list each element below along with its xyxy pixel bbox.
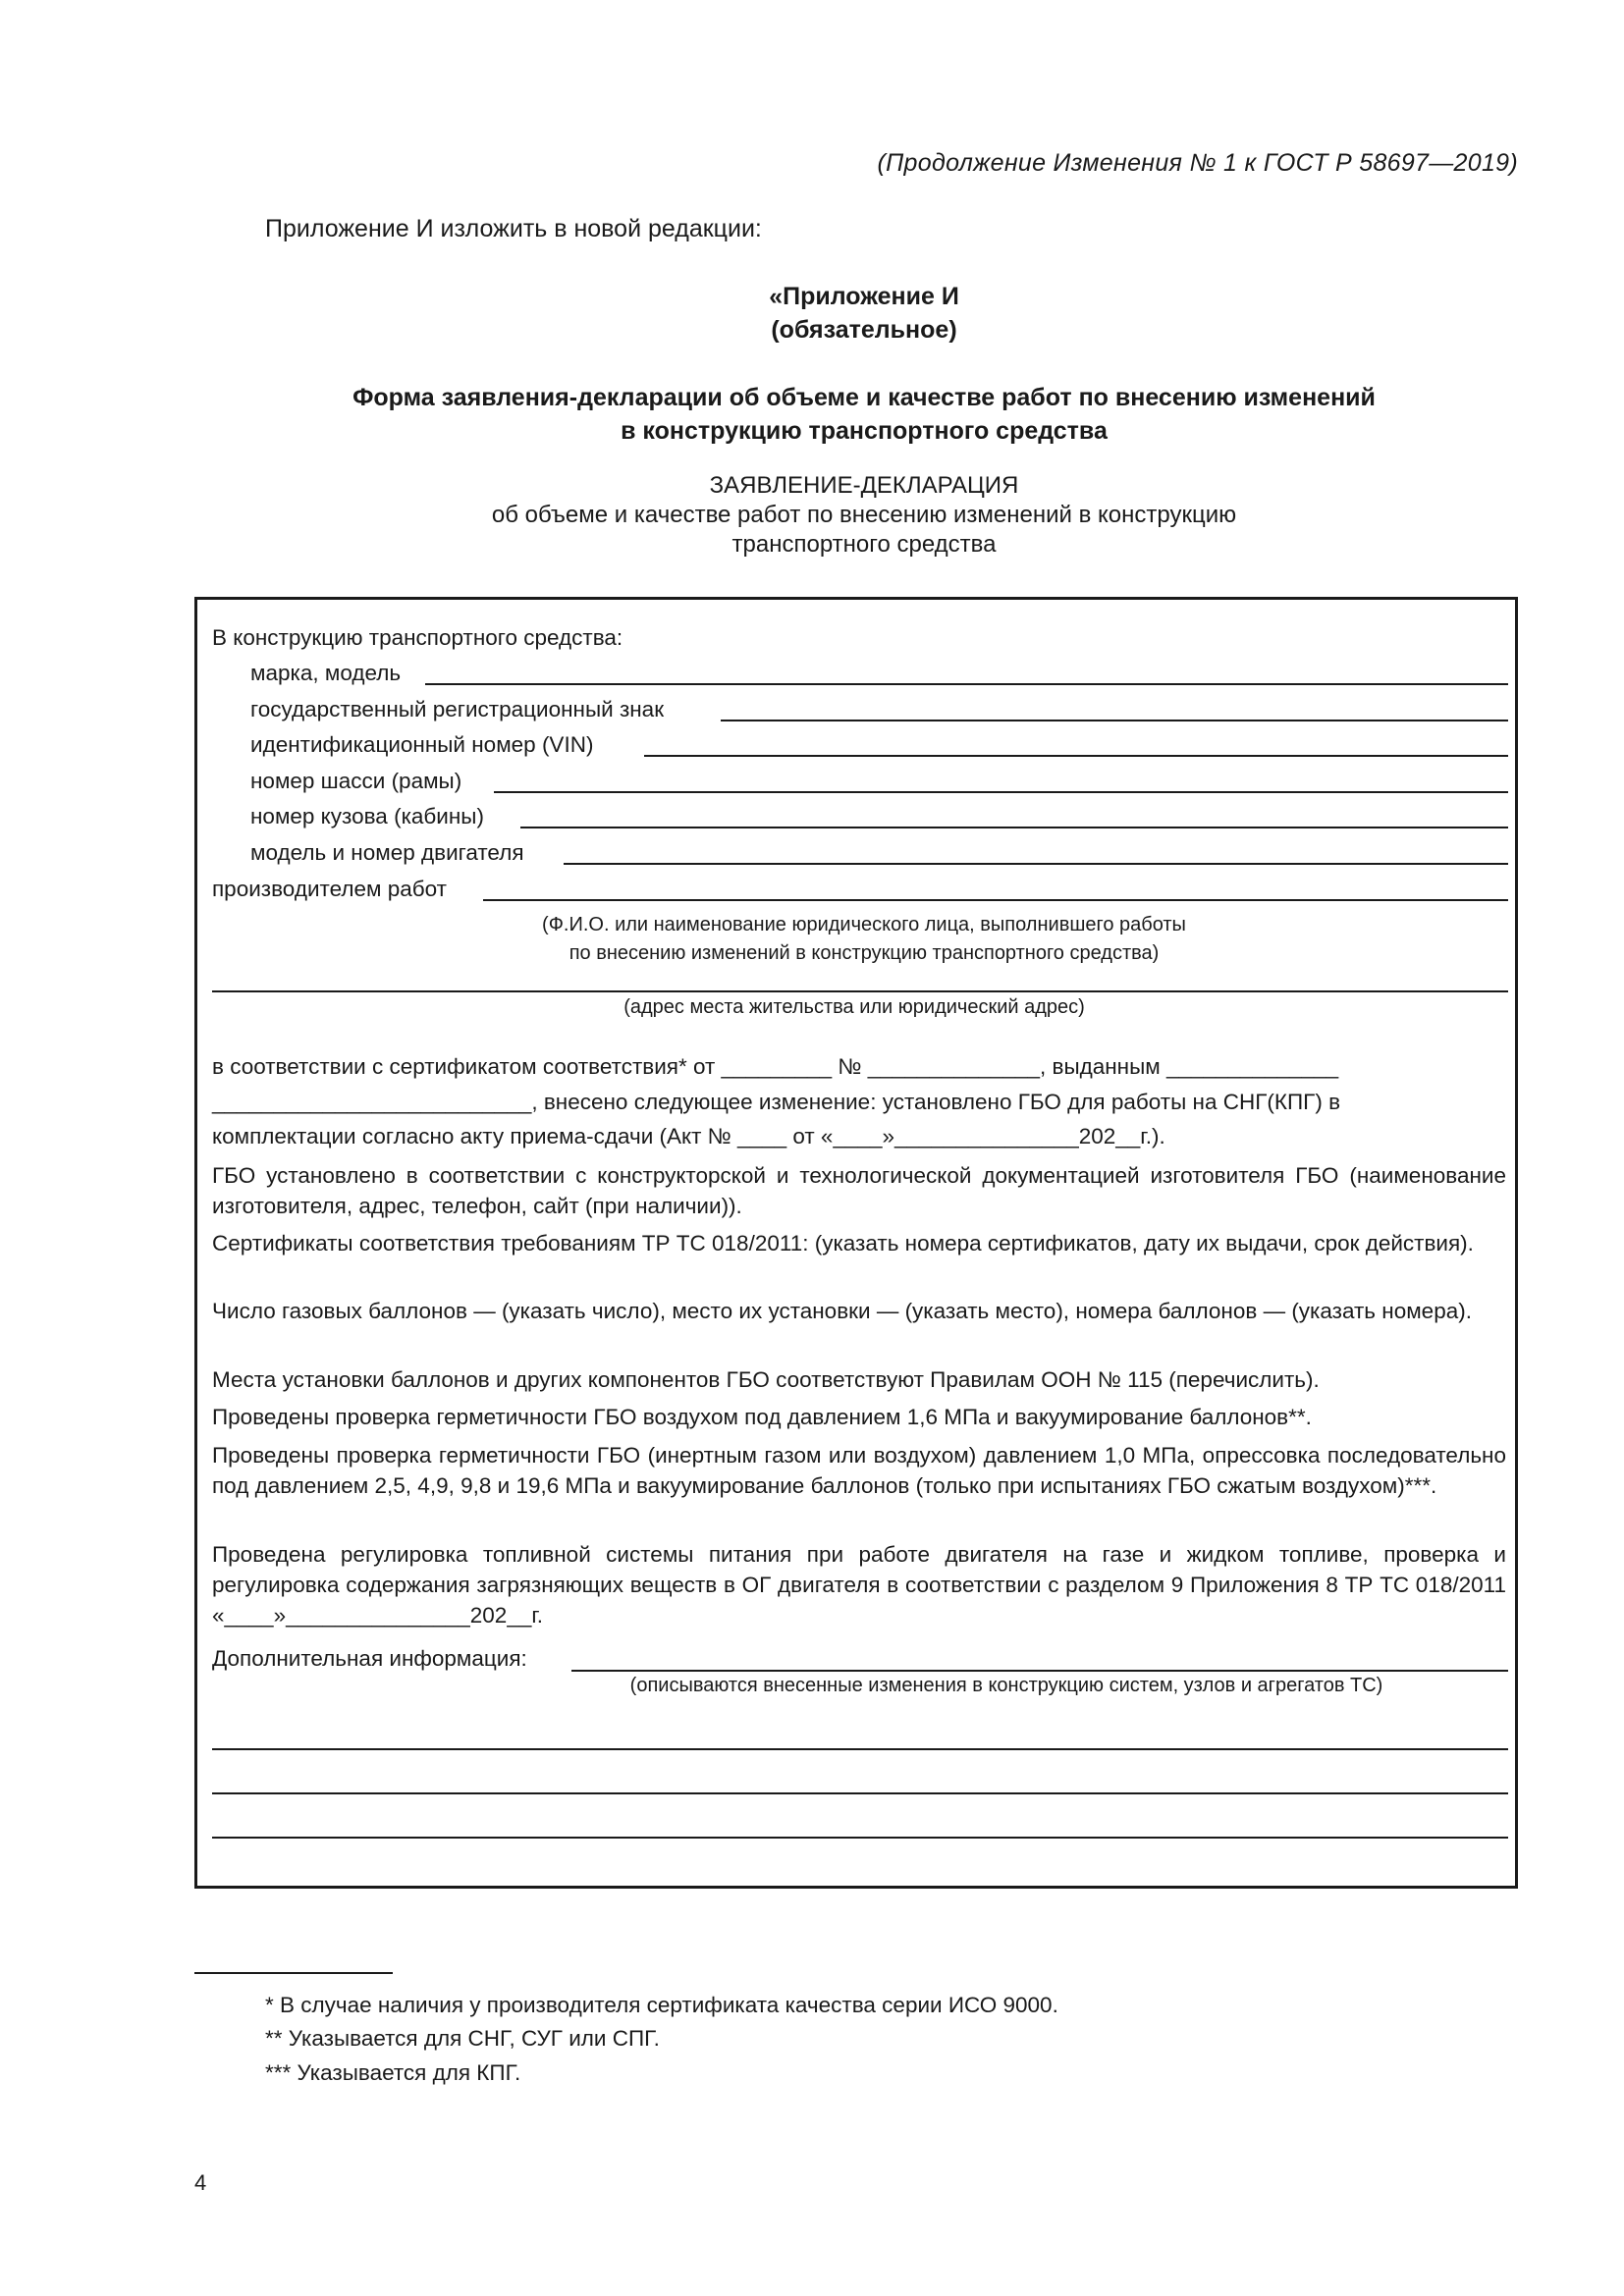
form-intro: В конструкцию транспортного средства: [212,625,623,650]
paragraph-gbo-installed: ГБО установлено в соответствии с конструкторской и технологической документацией изготовителя ГБО (наименование изготовителя, адрес, телефон, сайт (при наличии)). [212,1163,1506,1218]
field-label-chassis: номер шасси (рамы) [250,769,462,793]
field-label-vin: идентификационный номер (VIN) [250,732,594,757]
paragraph-pressure-test: Проведены проверка герметичности ГБО (инертным газом или воздухом) давлением 1,0 МПа, опрессовка последовательно под давлением 2,5, 4,9, 9,8 и 19,6 МПа и вакуумирование баллонов (только при испытаниях ГБО сжатым воздухом)***. [212,1443,1506,1498]
appendix-title [0,280,1624,347]
additional-info-line-1[interactable] [212,1720,1508,1750]
footnote-2: ** Указывается для СНГ, СУГ или СПГ. [265,2026,660,2051]
intro-text: Приложение И изложить в новой редакции: [265,215,762,242]
field-engine[interactable] [564,834,1508,865]
cert-line1: в соответствии с сертификатом соответствия* от _________ № ______________, выданным ______________ [212,1054,1339,1079]
producer-note-line1: (Ф.И.О. или наименование юридического лица, выполнившего работы [542,914,1186,935]
paragraph-certificates: Сертификаты соответствия требованиям ТР ТС 018/2011: (указать номера сертификатов, дату их выдачи, срок действия). [212,1231,1474,1255]
form-title-line2: в конструкцию транспортного средства [621,417,1108,445]
field-label-body: номер кузова (кабины) [250,804,484,828]
paragraph-fuel-adjustment: Проведена регулировка топливной системы питания при работе двигателя на газе и жидком топливе, проверка и регулировка содержания загрязняющих веществ в ОГ двигателя в соответствии с разделом 9 Приложения 8 ТР ТС 018/2011 «____»_______________202__г. [212,1542,1506,1628]
field-body[interactable] [520,798,1508,828]
cert-line3: комплектации согласно акту приема-сдачи (Акт № ____ от «____»_______________202__г.). [212,1124,1165,1148]
additional-info-line-2[interactable] [212,1764,1508,1794]
field-vin[interactable] [644,726,1508,757]
declaration-title: ЗАЯВЛЕНИЕ-ДЕКЛАРАЦИЯ [709,472,1019,499]
appendix-status: (обязательное) [771,316,957,344]
footnote-rule [194,1972,393,1974]
cert-line2: __________________________, внесено следующее изменение: установлено ГБО для работы на СНГ(КПГ) в [212,1090,1341,1114]
declaration-subtitle1: об объеме и качестве работ по внесению изменений в конструкцию [491,502,1237,528]
producer-note-line2: по внесению изменений в конструкцию транспортного средства) [568,942,1160,964]
field-label-make-model: марка, модель [250,661,402,685]
field-label-plate: государственный регистрационный знак [250,697,665,721]
additional-info-line-3[interactable] [212,1808,1508,1839]
paragraph-air-test: Проведены проверка герметичности ГБО воздухом под давлением 1,6 МПа и вакуумирование баллонов**. [212,1405,1312,1429]
running-header: (Продолжение Изменения № 1 к ГОСТ Р 58697—2019) [877,149,1518,177]
footnote-1: * В случае наличия у производителя сертификата качества серии ИСО 9000. [265,1993,1058,2017]
field-make-model[interactable] [425,655,1508,685]
paragraph-cylinders: Число газовых баллонов — (указать число), место их установки — (указать место), номера баллонов — (указать номера). [212,1299,1472,1323]
footnote-3: *** Указывается для КПГ. [265,2060,521,2085]
field-address[interactable] [212,962,1508,992]
field-plate[interactable] [721,691,1508,721]
declaration-subtitle2: транспортного средства [731,531,997,558]
paragraph-installation-places: Места установки баллонов и других компонентов ГБО соответствуют Правилам ООН № 115 (перечислить). [212,1367,1320,1392]
field-label-engine: модель и номер двигателя [250,840,524,865]
additional-info-label: Дополнительная информация: [212,1646,527,1671]
address-note: (адрес места жительства или юридический адрес) [623,996,1085,1018]
field-producer[interactable] [483,871,1508,901]
additional-info-note: (описываются внесенные изменения в конструкцию систем, узлов и агрегатов ТС) [629,1675,1383,1696]
appendix-name: «Приложение И [769,283,959,310]
field-additional-info[interactable] [571,1641,1508,1672]
form-title-line1: Форма заявления-декларации об объеме и качестве работ по внесению изменений [352,384,1376,411]
form-title [0,381,1624,448]
field-label-producer: производителем работ [212,877,447,901]
page-number: 4 [194,2170,207,2195]
field-chassis[interactable] [494,763,1508,793]
declaration-heading [0,471,1624,560]
